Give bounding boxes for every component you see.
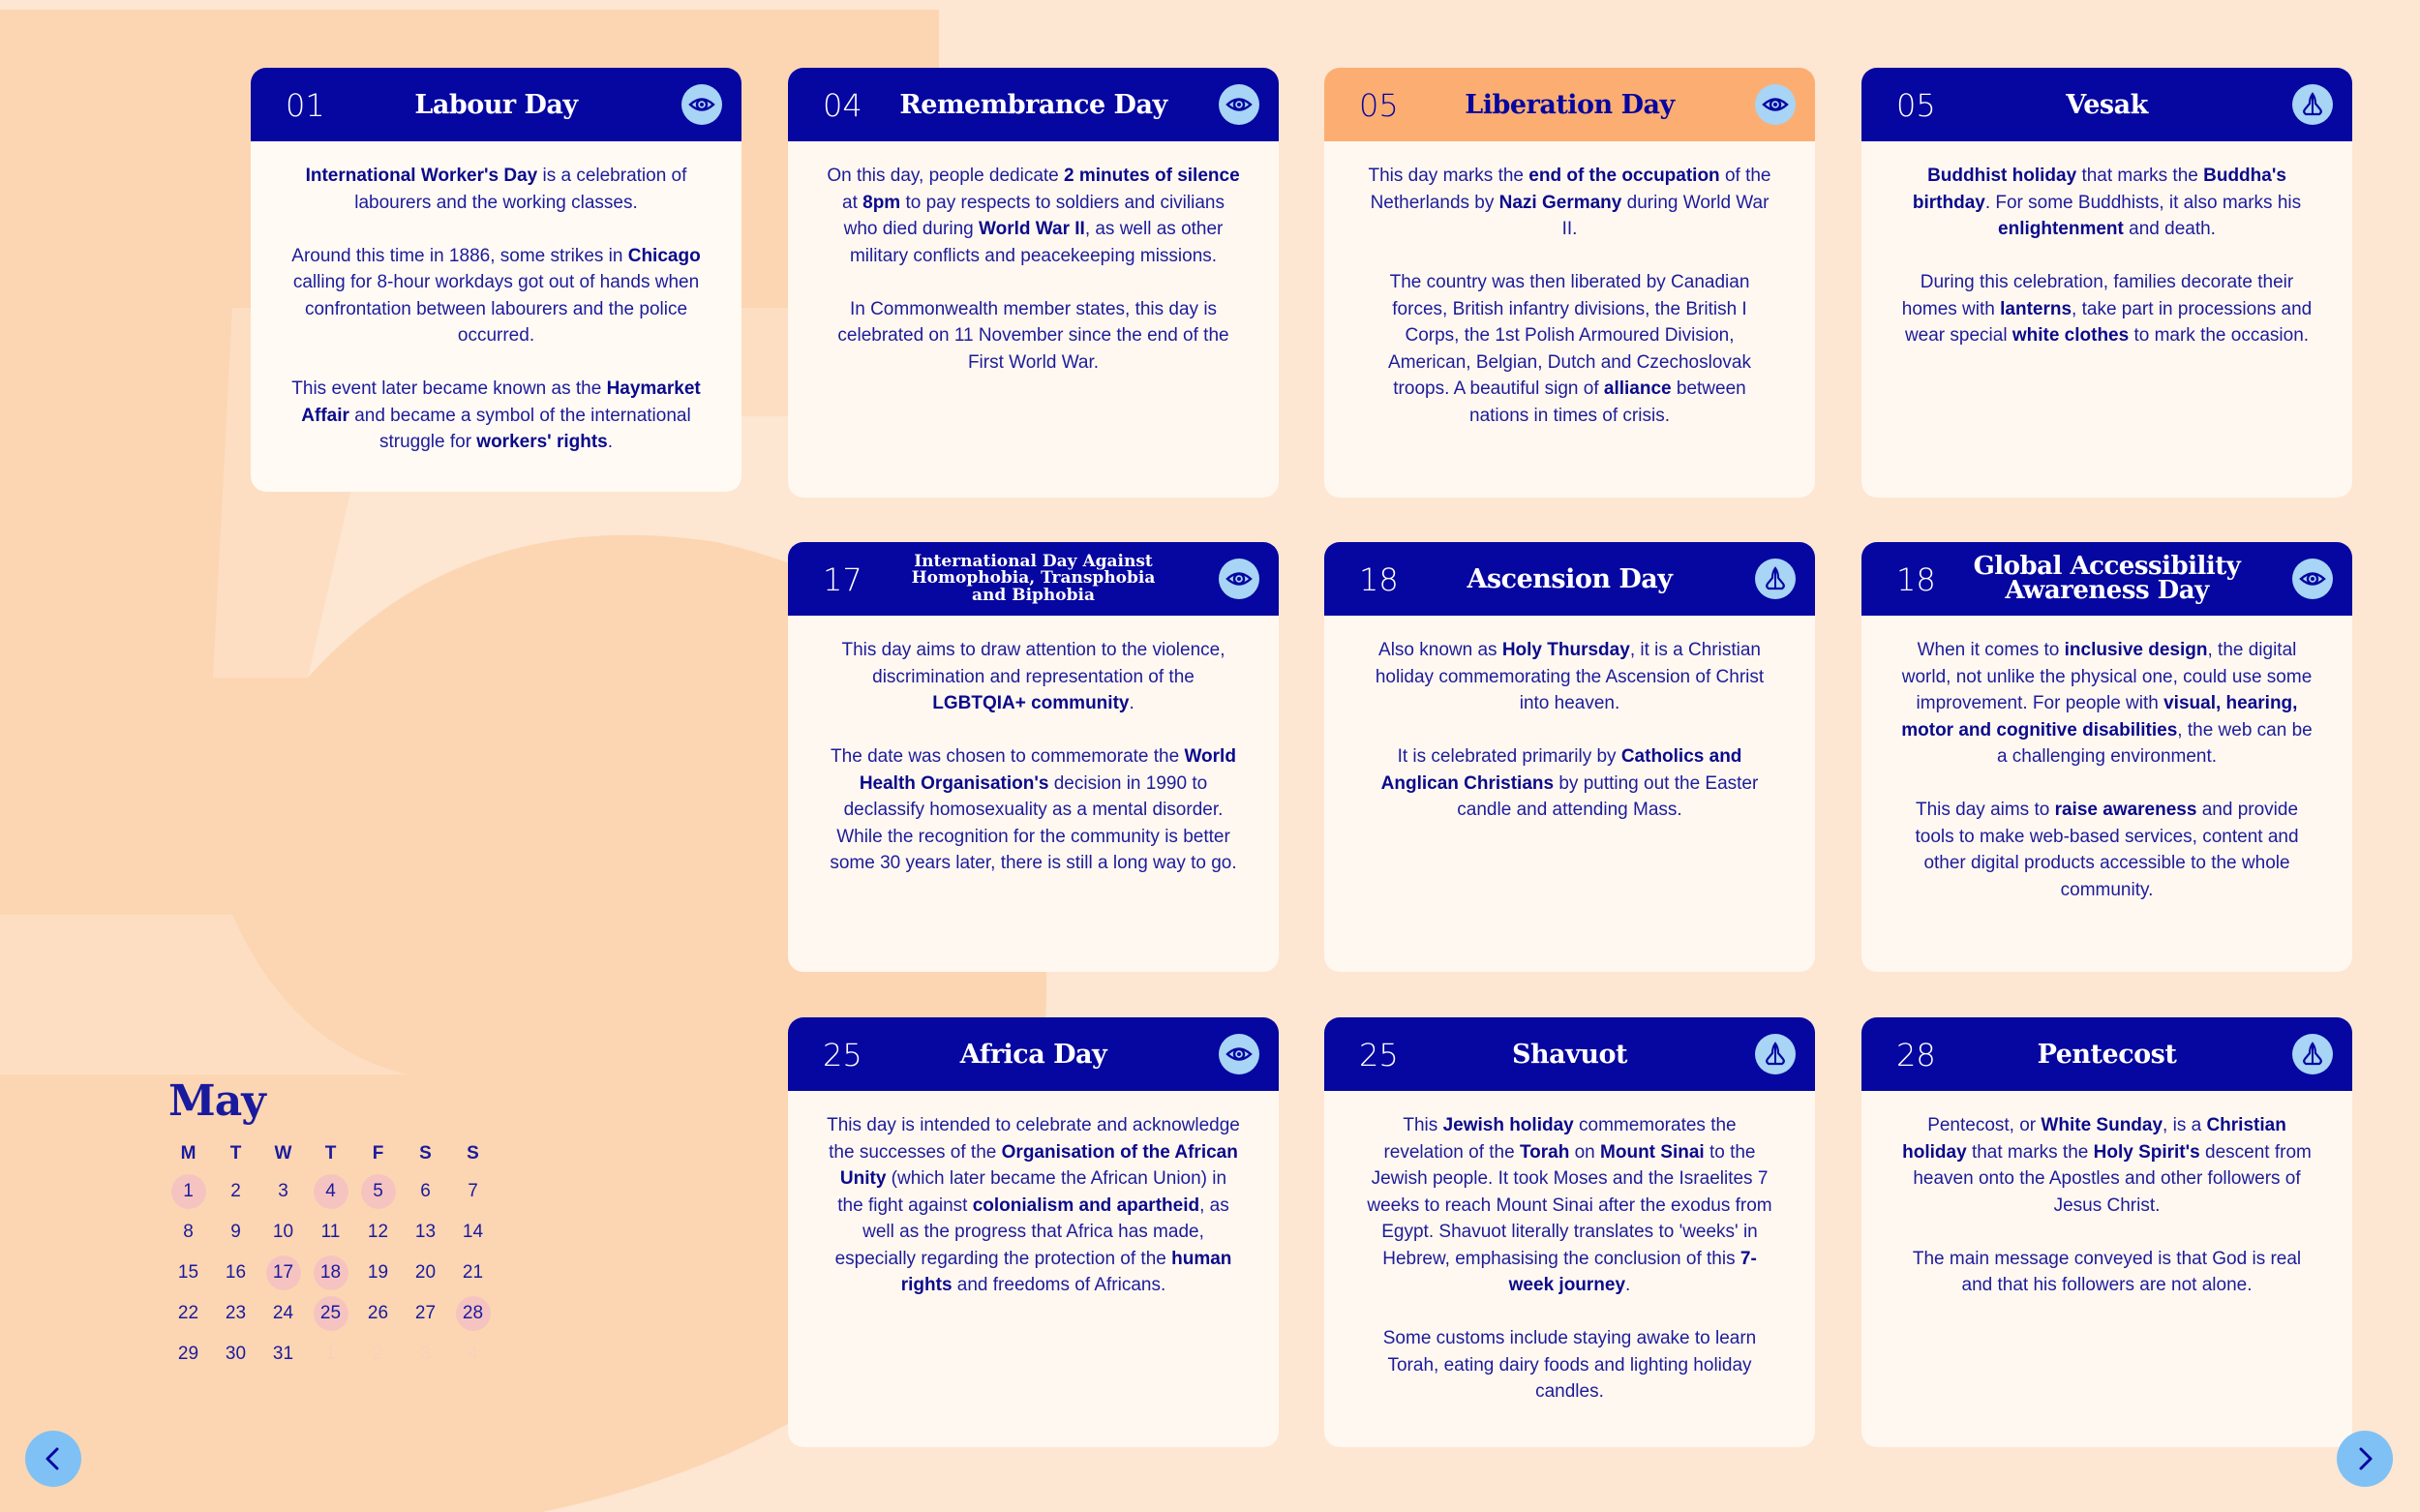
card-day-number: 01: [286, 87, 325, 124]
calendar-day[interactable]: 27: [414, 1303, 437, 1323]
calendar-day[interactable]: 9: [230, 1222, 241, 1242]
card-paragraph: Pentecost, or White Sunday, is a Christian holiday that marks the Holy Spirit's descent from heaven onto the Apostles and other followers of Jesus Christ.: [1902, 1115, 2312, 1216]
calendar-day[interactable]: 29: [177, 1344, 199, 1364]
card-paragraph: This day marks the end of the occupation of the Netherlands by Nazi Germany during World War II.: [1368, 166, 1771, 239]
eye-icon[interactable]: [681, 84, 722, 125]
chevron-right-icon: [2351, 1445, 2378, 1472]
card-header: [788, 1017, 1279, 1091]
card-title: Remembrance Day: [899, 89, 1167, 120]
card-body: [788, 616, 1279, 877]
card-paragraph: This day is intended to celebrate and acknowledge the successes of the Organisation of the African Unity (which later became the African Union) in the fight against colonialism and apartheid, as well as the progress that Africa has made, especially regarding the protection of the human rights and freedoms of Africans.: [827, 1115, 1240, 1295]
card-paragraph: The date was chosen to commemorate the World Health Organisation's decision in 1990 to declassify homosexuality as a mental disorder. While the recognition for the community is better some 30 years later, there is still a long way to go.: [830, 746, 1237, 873]
calendar-day[interactable]: 20: [414, 1262, 437, 1283]
card-pentecost: [1861, 1017, 2352, 1447]
card-paragraph: It is celebrated primarily by Catholics and Anglican Christians by putting out the Easter candle and attending Mass.: [1380, 746, 1759, 820]
card-body: [251, 141, 741, 456]
praying-hands-icon[interactable]: [1755, 559, 1796, 599]
eye-icon[interactable]: [1219, 1034, 1259, 1074]
weekday-header: T: [229, 1143, 242, 1164]
card-paragraph: The main message conveyed is that God is real and that his followers are not alone.: [1912, 1248, 2302, 1295]
card-liberation-day: [1324, 68, 1815, 498]
card-day-number: 05: [1896, 87, 1936, 124]
card-title: Labour Day: [414, 89, 578, 120]
weekday-header: F: [372, 1143, 384, 1164]
calendar-day-highlighted[interactable]: 25: [314, 1296, 348, 1331]
card-header: [788, 68, 1279, 141]
card-header: [1861, 68, 2352, 141]
eye-icon[interactable]: [1219, 84, 1259, 125]
card-title: Pentecost: [2037, 1039, 2177, 1070]
calendar-day-highlighted[interactable]: 4: [314, 1174, 348, 1209]
card-day-number: 05: [1359, 87, 1399, 124]
card-shavuot: [1324, 1017, 1815, 1447]
card-paragraph: In Commonwealth member states, this day is celebrated on 11 November since the end of the First World War.: [837, 298, 1229, 373]
calendar-day[interactable]: 6: [420, 1181, 431, 1201]
card-title: Vesak: [2066, 89, 2148, 120]
calendar-day[interactable]: 11: [320, 1222, 341, 1242]
card-body: [1861, 1091, 2352, 1299]
previous-month-button[interactable]: [25, 1431, 81, 1487]
card-paragraph: This day aims to draw attention to the violence, discrimination and representation of the LGBTQIA+ community.: [841, 640, 1225, 713]
weekday-header: T: [324, 1143, 337, 1164]
calendar-day: 1: [325, 1344, 336, 1364]
card-labour-day: [251, 68, 741, 492]
card-paragraph: International Worker's Day is a celebration of labourers and the working classes.: [305, 166, 687, 213]
calendar-day[interactable]: 2: [230, 1181, 241, 1201]
card-title: Global Accessibility Awareness Day: [1973, 551, 2241, 605]
weekday-header: M: [180, 1143, 197, 1164]
card-day-number: 04: [823, 87, 862, 124]
calendar-day[interactable]: 3: [278, 1181, 288, 1201]
calendar-day[interactable]: 30: [225, 1344, 247, 1364]
card-body: [1324, 616, 1815, 824]
calendar-day[interactable]: 26: [367, 1303, 389, 1323]
card-paragraph: This event later became known as the Haymarket Affair and became a symbol of the international struggle for workers' rights.: [291, 378, 701, 452]
card-body: [1324, 1091, 1815, 1406]
card-day-number: 25: [823, 1037, 862, 1074]
eye-icon[interactable]: [2292, 559, 2333, 599]
chevron-left-icon: [40, 1445, 67, 1472]
eye-icon[interactable]: [1755, 84, 1796, 125]
calendar-day-highlighted[interactable]: 28: [456, 1296, 491, 1331]
calendar-day[interactable]: 14: [462, 1222, 484, 1242]
card-title: Liberation Day: [1465, 89, 1675, 120]
card-header: [1861, 1017, 2352, 1091]
calendar-day[interactable]: 10: [272, 1222, 294, 1242]
calendar-day-highlighted[interactable]: 17: [266, 1255, 301, 1290]
calendar-day[interactable]: 8: [183, 1222, 194, 1242]
calendar-day[interactable]: 7: [468, 1181, 478, 1201]
card-title: Ascension Day: [1467, 563, 1673, 594]
card-paragraph: Buddhist holiday that marks the Buddha's birthday. For some Buddhists, it also marks his enlightenment and death.: [1912, 166, 2302, 239]
card-header: [788, 542, 1279, 616]
calendar-day[interactable]: 13: [414, 1222, 437, 1242]
next-month-button[interactable]: [2337, 1431, 2393, 1487]
card-ascension-day: [1324, 542, 1815, 972]
calendar-grid: [165, 1139, 513, 1372]
calendar-day[interactable]: 23: [225, 1303, 247, 1323]
card-header: [1861, 542, 2352, 616]
card-day-number: 17: [823, 561, 862, 598]
card-paragraph: Some customs include staying awake to learn Torah, eating dairy foods and lighting holiday candles.: [1382, 1328, 1757, 1402]
calendar-month-title: May: [168, 1076, 265, 1126]
eye-icon[interactable]: [1219, 559, 1259, 599]
weekday-header: S: [467, 1143, 479, 1164]
praying-hands-icon[interactable]: [2292, 84, 2333, 125]
calendar-day-highlighted[interactable]: 5: [361, 1174, 396, 1209]
card-day-number: 18: [1896, 561, 1936, 598]
card-paragraph: This day aims to raise awareness and provide tools to make web-based services, content and other digital products accessible to the whole community.: [1915, 800, 2299, 900]
card-body: [1861, 141, 2352, 349]
card-paragraph: Also known as Holy Thursday, it is a Christian holiday commemorating the Ascension of Christ into heaven.: [1375, 640, 1765, 713]
card-header: [251, 68, 741, 141]
calendar-day[interactable]: 15: [177, 1262, 199, 1283]
card-header: [1324, 68, 1815, 141]
card-body: [1324, 141, 1815, 429]
card-paragraph: During this celebration, families decorate their homes with lanterns, take part in processions and wear special white clothes to mark the occasion.: [1901, 272, 2313, 346]
calendar-day[interactable]: 31: [272, 1344, 294, 1364]
card-africa-day: [788, 1017, 1279, 1447]
calendar-day: 2: [373, 1344, 383, 1364]
card-body: [788, 141, 1279, 376]
weekday-header: S: [419, 1143, 432, 1164]
card-paragraph: On this day, people dedicate 2 minutes of silence at 8pm to pay respects to soldiers and civilians who died during World War II, as well as other military conflicts and peacekeeping missions.: [827, 166, 1240, 266]
calendar-day[interactable]: 12: [367, 1222, 389, 1242]
card-body: [788, 1091, 1279, 1299]
calendar-day: 3: [420, 1344, 431, 1364]
card-global-accessibility-awareness-day: [1861, 542, 2352, 972]
calendar-day[interactable]: 22: [177, 1303, 199, 1323]
calendar-day[interactable]: 19: [367, 1262, 389, 1283]
mini-calendar: [165, 1076, 513, 1372]
card-day-number: 25: [1359, 1037, 1399, 1074]
card-header: [1324, 542, 1815, 616]
card-day-number: 28: [1896, 1037, 1936, 1074]
weekday-header: W: [274, 1143, 292, 1164]
card-paragraph: Around this time in 1886, some strikes in Chicago calling for 8-hour workdays got out of hands when confrontation between labourers and the police occurred.: [291, 245, 701, 346]
card-title: Shavuot: [1512, 1039, 1627, 1070]
card-header: [1324, 1017, 1815, 1091]
calendar-day[interactable]: 24: [272, 1303, 294, 1323]
praying-hands-icon[interactable]: [1755, 1034, 1796, 1074]
card-idahotb: [788, 542, 1279, 972]
calendar-day-highlighted[interactable]: 18: [314, 1255, 348, 1290]
card-paragraph: When it comes to inclusive design, the digital world, not unlike the physical one, could use some improvement. For people with visual, hearing, motor and cognitive disabilities, the web can be a challenging environment.: [1901, 640, 2313, 767]
card-title: International Day Against Homophobia, Transphobia and Biphobia: [911, 552, 1156, 605]
calendar-day[interactable]: 16: [225, 1262, 247, 1283]
calendar-day[interactable]: 21: [462, 1262, 484, 1283]
card-body: [1861, 616, 2352, 903]
card-remembrance-day: [788, 68, 1279, 498]
calendar-day: 4: [468, 1344, 478, 1364]
card-title: Africa Day: [959, 1039, 1107, 1070]
praying-hands-icon[interactable]: [2292, 1034, 2333, 1074]
calendar-day-highlighted[interactable]: 1: [171, 1174, 206, 1209]
card-vesak: [1861, 68, 2352, 498]
card-paragraph: This Jewish holiday commemorates the revelation of the Torah on Mount Sinai to the Jewish people. It took Moses and the Israelites 7 weeks to reach Mount Sinai after the exodus from Egypt. Shavuot literally translates to 'weeks' in Hebrew, emphasising the conclusion of this 7-week journey.: [1367, 1115, 1772, 1295]
card-day-number: 18: [1359, 561, 1399, 598]
card-paragraph: The country was then liberated by Canadian forces, British infantry divisions, the British I Corps, the 1st Polish Armoured Division, American, Belgian, Dutch and Czechoslovak troops. A beautiful sign of alliance between nations in times of crisis.: [1388, 272, 1751, 426]
